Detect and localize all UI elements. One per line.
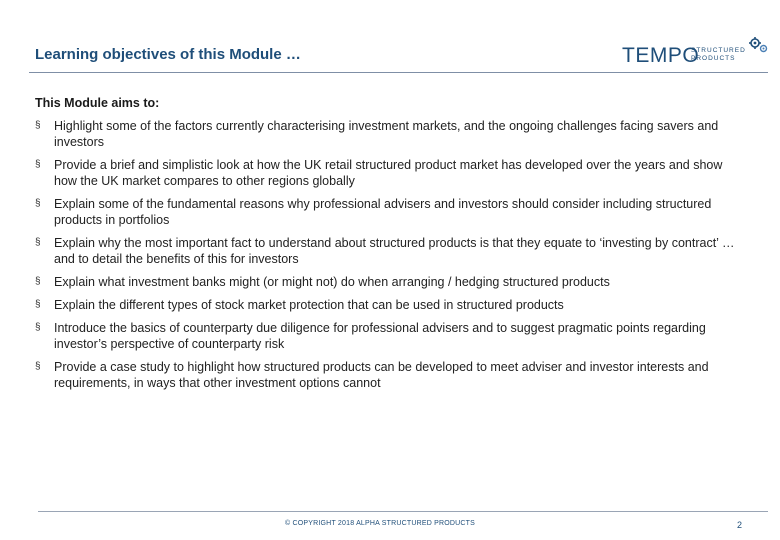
list-item — [35, 118, 735, 150]
list-item-text: Explain why the most important fact to understand about structured products is that they equate to ‘investing by contract’ … and to detail the benefits of this for investors — [54, 236, 735, 266]
bullet-marker: § — [35, 276, 41, 287]
gear-icon — [748, 35, 770, 60]
list-item — [35, 235, 735, 267]
bullet-marker: § — [35, 159, 41, 170]
bullet-marker: § — [35, 120, 41, 131]
logo-subtitle — [691, 47, 746, 63]
header-divider — [29, 72, 768, 73]
bullet-marker: § — [35, 198, 41, 209]
list-item-text: Explain some of the fundamental reasons why professional advisers and investors should consider including structured products in portfolios — [54, 197, 712, 227]
bullet-marker: § — [35, 237, 41, 248]
list-item-text: Highlight some of the factors currently characterising investment markets, and the ongoing challenges facing savers and investors — [54, 119, 719, 149]
page-number: 2 — [737, 520, 743, 530]
footer-divider — [38, 511, 768, 512]
logo-subtitle-line2: PRODUCTS — [691, 55, 736, 62]
bullet-marker: § — [35, 299, 41, 310]
copyright-notice: © COPYRIGHT 2018 ALPHA STRUCTURED PRODUCTS — [285, 520, 476, 527]
list-item-text: Explain what investment banks might (or might not) do when arranging / hedging structured products — [54, 275, 610, 289]
page-title: Learning objectives of this Module … — [35, 46, 301, 63]
objectives-list — [35, 118, 735, 398]
list-item-text: Introduce the basics of counterparty due diligence for professional advisers and to suggest pragmatic points regarding investor’s perspective of counterparty risk — [54, 321, 706, 351]
list-item — [35, 274, 735, 290]
list-item — [35, 157, 735, 189]
logo-subtitle-line1: STRUCTURED — [691, 47, 746, 54]
tempo-logo — [622, 38, 772, 68]
bullet-marker: § — [35, 361, 41, 372]
list-item-text: Provide a case study to highlight how structured products can be developed to meet adviser and investor interests and requirements, in ways that other investment options cannot — [54, 360, 709, 390]
list-item — [35, 297, 735, 313]
intro-heading: This Module aims to: — [35, 96, 160, 110]
bullet-marker: § — [35, 322, 41, 333]
list-item-text: Explain the different types of stock market protection that can be used in structured products — [54, 298, 564, 312]
list-item-text: Provide a brief and simplistic look at how the UK retail structured product market has developed over the years and show how the UK market compares to other regions globally — [54, 158, 723, 188]
list-item — [35, 359, 735, 391]
list-item — [35, 320, 735, 352]
list-item — [35, 196, 735, 228]
logo-wordmark: TEMPO — [622, 44, 700, 67]
